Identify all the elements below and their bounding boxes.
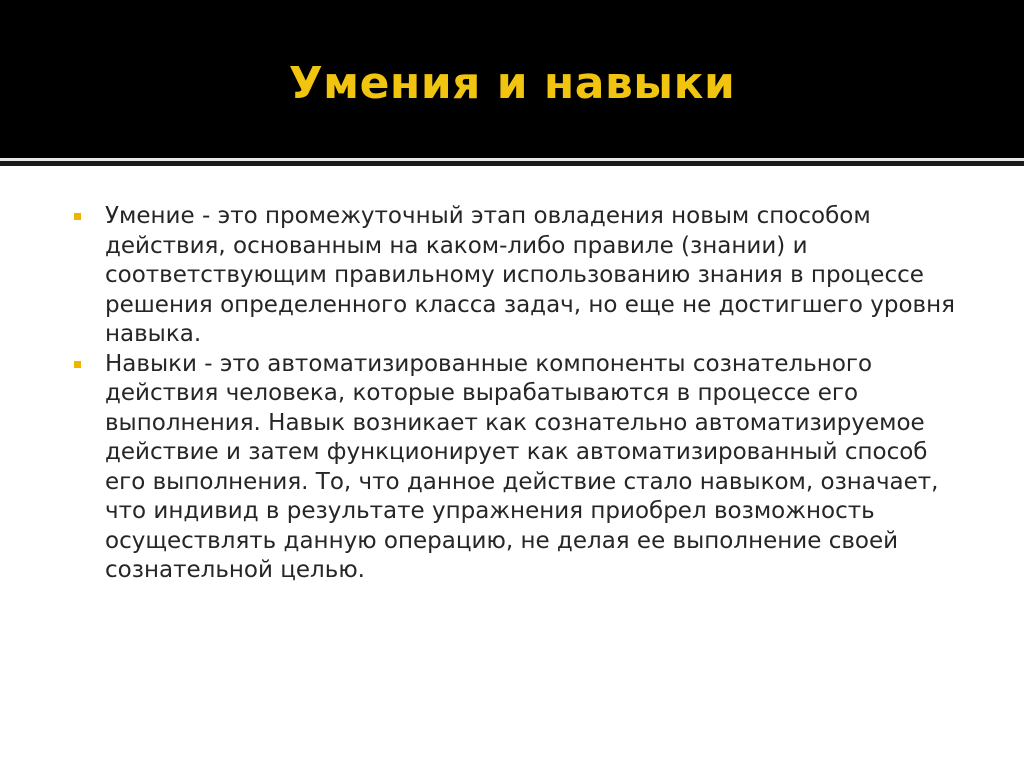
bullet-item-habit-definition [70, 350, 970, 586]
square-bullet-icon [74, 213, 81, 220]
divider-dark [0, 161, 1024, 166]
bullet-list [70, 202, 970, 586]
title-band [0, 0, 1024, 158]
bullet-text: Умение - это промежуточный этап овладения новым способом действия, основанным на каком-либо правиле (знании) и соответствующим правильному использованию знания в процессе решения определенного класса задач, но еще не достигшего уровня навыка. [105, 203, 955, 347]
bullet-item-skill-definition [70, 202, 970, 350]
slide-title: Умения и навыки [288, 57, 736, 109]
square-bullet-icon [74, 361, 81, 368]
bullet-text: Навыки - это автоматизированные компоненты сознательного действия человека, которые вырабатываются в процессе его выполнения. Навык возникает как сознательно автоматизируемое действие и затем функционирует как автоматизированный способ его выполнения. То, что данное действие стало навыком, означает, что индивид в результате упражнения приобрел возможность осуществлять данную операцию, не делая ее выполнение своей сознательной целью. [105, 350, 939, 583]
